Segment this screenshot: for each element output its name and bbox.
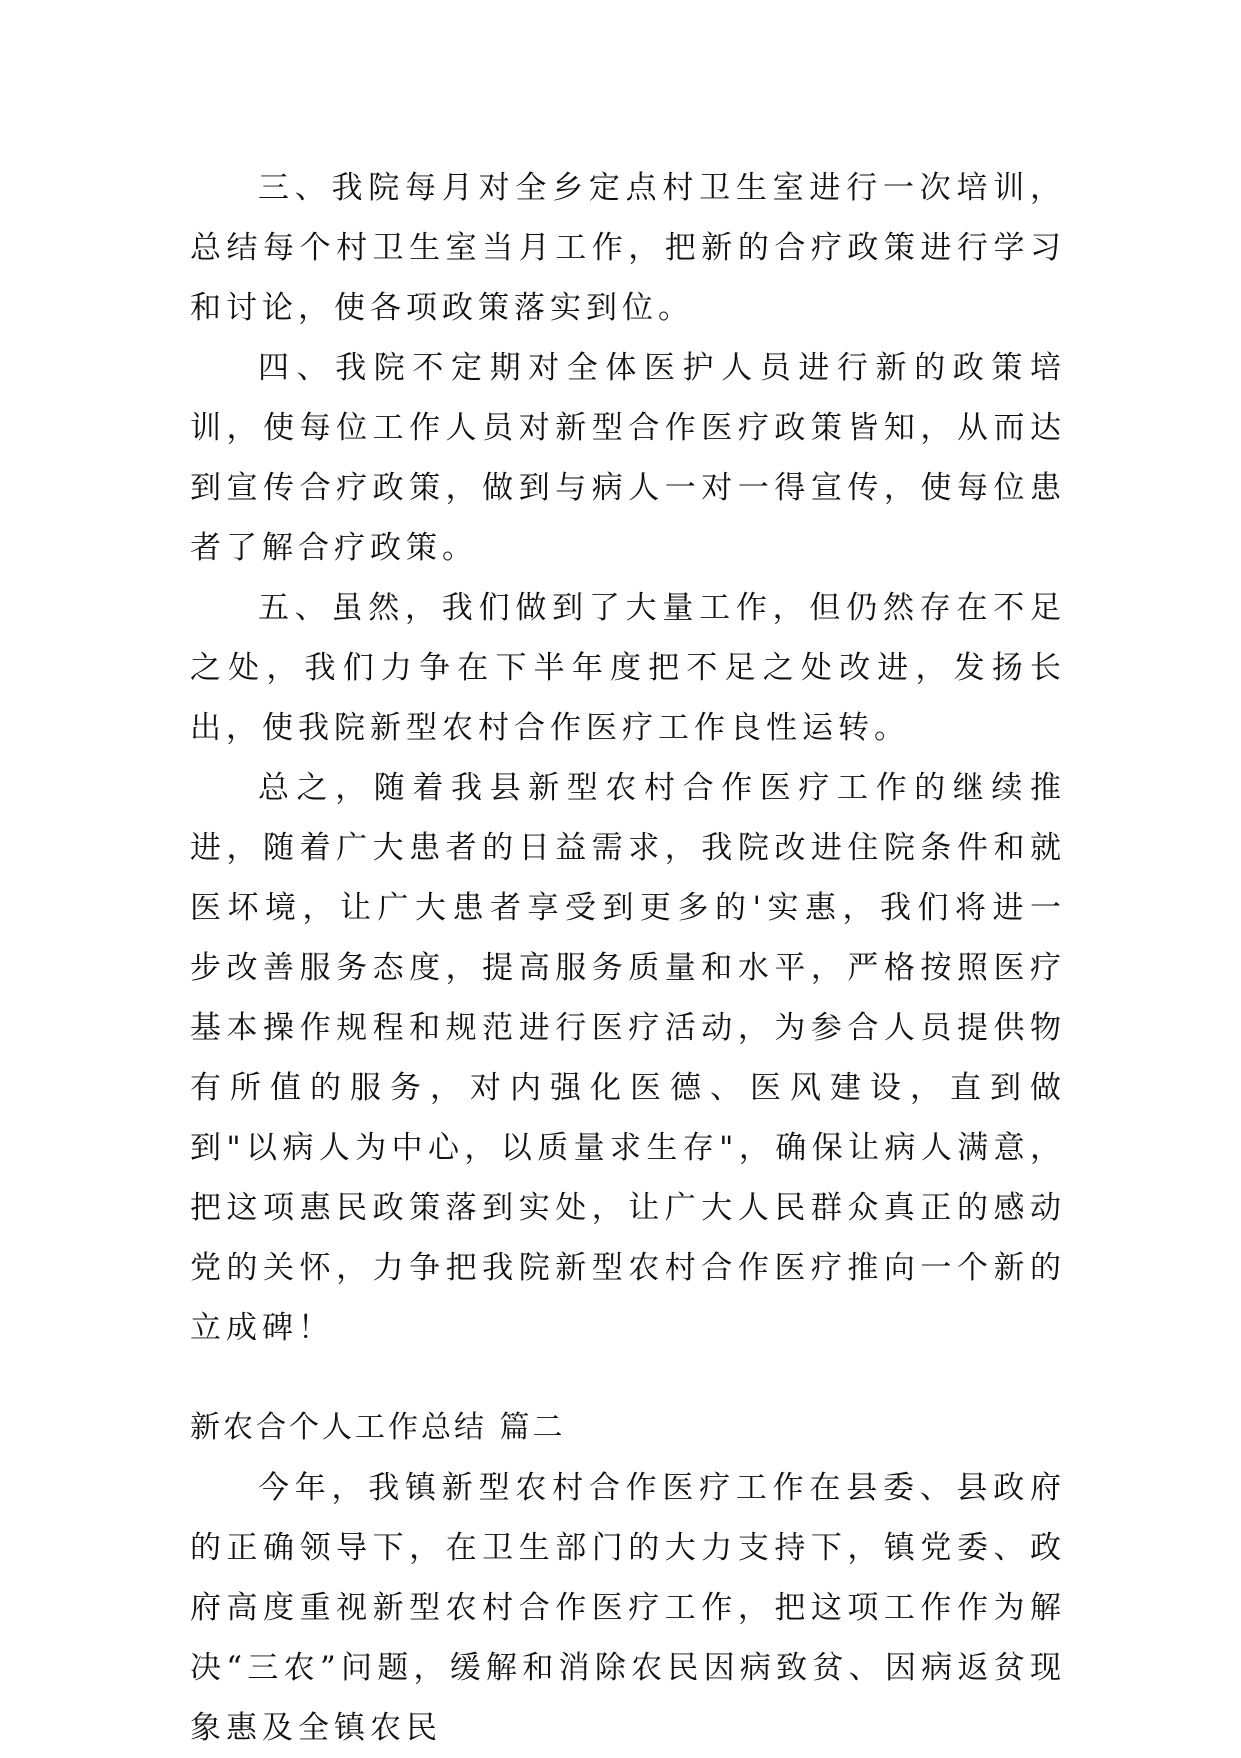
paragraph-section-two-intro: 今年，我镇新型农村合作医疗工作在县委、县政府的正确领导下，在卫生部门的大力支持下，镇党委、政府高度重视新型农村合作医疗工作，把这项工作作为解决“三农”问题，缓解和消除农民因病致贫、因病返贫现象惠及全镇农民 — [190, 1470, 1066, 1746]
document-body — [190, 158, 1066, 1758]
paragraph-staff-policy-training: 四、我院不定期对全体医护人员进行新的政策培训，使每位工作人员对新型合作医疗政策皆知，从而达到宣传合疗政策，做到与病人一对一得宣传，使每位患者了解合疗政策。 — [190, 350, 1066, 566]
paragraph-shortcomings: 五、虽然，我们做到了大量工作，但仍然存在不足之处，我们力争在下半年度把不足之处改进，发扬长出，使我院新型农村合作医疗工作良性运转。 — [190, 590, 1066, 746]
paragraph-training-village-clinics: 三、我院每月对全乡定点村卫生室进行一次培训，总结每个村卫生室当月工作，把新的合疗政策进行学习和讨论，使各项政策落实到位。 — [190, 170, 1066, 326]
paragraph-conclusion: 总之，随着我县新型农村合作医疗工作的继续推进，随着广大患者的日益需求，我院改进住院条件和就医坏境，让广大患者享受到更多的'实惠，我们将进一步改善服务态度，提高服务质量和水平，严格按照医疗基本操作规程和规范进行医疗活动，为参合人员提供物有所值的服务，对内强化医德、医风建设，直到做到"以病人为中心，以质量求生存"，确保让病人满意，把这项惠民政策落到实处，让广大人民群众真正的感动党的关怀，力争把我院新型农村合作医疗推向一个新的立成碑！ — [190, 770, 1066, 1346]
section-heading: 新农合个人工作总结 篇二 — [190, 1410, 566, 1445]
